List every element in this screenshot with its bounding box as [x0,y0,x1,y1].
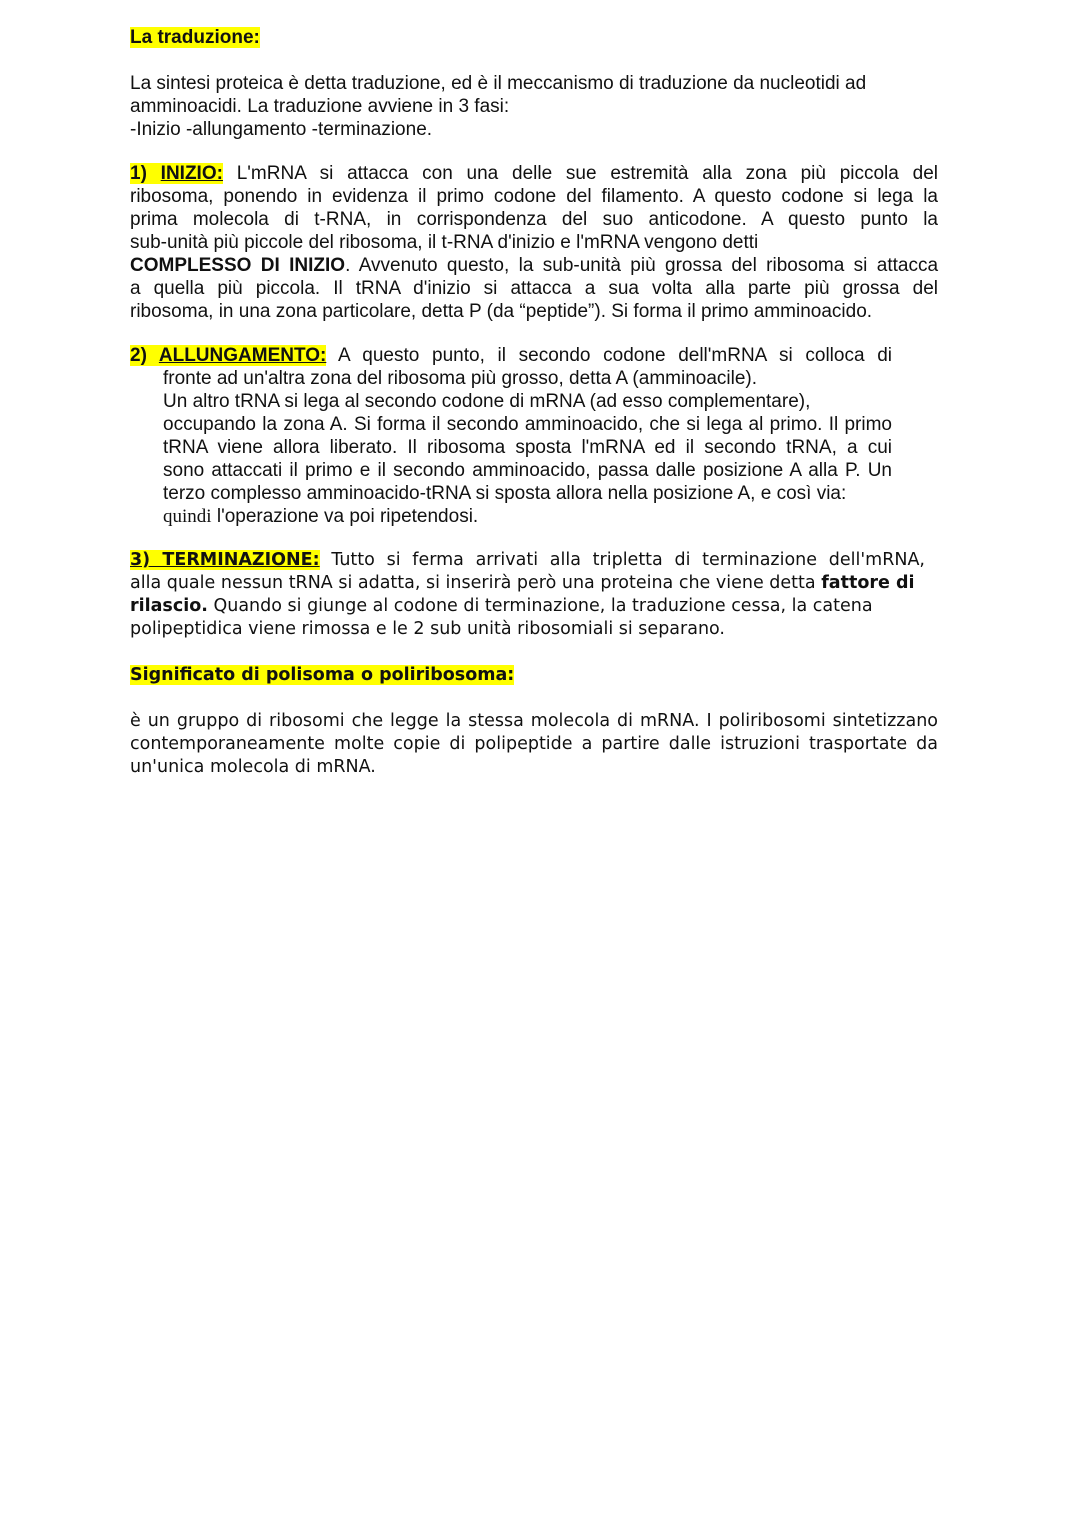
polisoma-heading: Significato di polisoma o poliribosoma: [130,665,515,685]
inizio-line [130,162,938,185]
complesso-bold: COMPLESSO DI INIZIO [130,255,346,276]
allungamento-line: fronte ad un'altra zona del ribosoma più grosso, detta A (amminoacile). [163,368,758,389]
inizio-text: . Avvenuto questo, la sub-unità più grossa del ribosoma si attacca [345,255,939,276]
inizio-text: L'mRNA si attacca con una delle sue estremità alla zona più piccola del [222,163,938,184]
inizio-line: sub-unità più piccole del ribosoma, il t-RNA d'inizio e l'mRNA vengono detti [130,232,759,253]
allungamento-text: l'operazione va poi ripetendosi. [211,506,479,527]
inizio-heading: INIZIO: [160,163,223,184]
terminazione-line: polipeptidica viene rimossa e le 2 sub unità ribosomiali si separano. [130,619,725,639]
fattore-bold: fattore di [821,573,915,593]
inizio-line: a quella più piccola. Il tRNA d'inizio si attacca a sua volta alla parte più grossa del [130,278,938,299]
inizio-line: prima molecola di t-RNA, in corrispondenza del suo anticodone. A questo punto la [130,209,938,230]
terminazione-line [130,549,925,572]
allungamento-line: terzo complesso amminoacido-tRNA si sposta allora nella posizione A, e così via: [163,483,847,504]
polisoma-line: è un gruppo di ribosomi che legge la stessa molecola di mRNA. I poliribosomi sintetizzano [130,711,938,731]
intro-paragraph [130,72,938,141]
terminazione-heading: 3) TERMINAZIONE: [130,550,320,570]
terminazione-text: Tutto si ferma arrivati alla tripletta di terminazione dell'mRNA, [319,550,925,570]
polisoma-heading-block [130,664,938,687]
allungamento-heading: ALLUNGAMENTO: [158,345,327,366]
allungamento-line: tRNA viene allora liberato. Il ribosoma sposta l'mRNA ed il secondo tRNA, a cui [163,437,892,458]
rilascio-bold: rilascio. [130,596,208,616]
allungamento-line: Un altro tRNA si lega al secondo codone di mRNA (ad esso complementare), [163,391,811,412]
terminazione-text: Quando si giunge al codone di terminazione, la traduzione cessa, la catena [207,596,873,616]
allungamento-line: sono attaccati il primo e il secondo amminoacido, passa dalle posizione A alla P. Un [163,460,892,481]
terminazione-line [130,595,925,618]
inizio-number: 1) [130,163,161,184]
polisoma-paragraph [130,710,938,779]
allungamento-line [130,505,892,528]
polisoma-line: un'unica molecola di mRNA. [130,757,376,777]
intro-line: -Inizio -allungamento -terminazione. [130,119,433,140]
allungamento-text: A questo punto, il secondo codone dell'mRNA si colloca di [326,345,892,366]
intro-line: La sintesi proteica è detta traduzione, ed è il meccanismo di traduzione da nucleotidi ad [130,73,867,94]
allungamento-line: occupando la zona A. Si forma il secondo amminoacido, che si lega al primo. Il primo [163,414,892,435]
title-highlight: La traduzione: [130,27,260,48]
inizio-line [130,254,938,277]
intro-line: amminoacidi. La traduzione avviene in 3 fasi: [130,96,510,117]
polisoma-line: contemporaneamente molte copie di polipeptide a partire dalle istruzioni trasportate da [130,734,938,754]
terminazione-line [130,572,925,595]
terminazione-text: alla quale nessun tRNA si adatta, si inserirà però una proteina che viene detta [130,573,822,593]
allungamento-number: 2) [130,345,159,366]
allungamento-paragraph [130,344,892,528]
terminazione-paragraph [130,549,925,641]
section-title [130,26,938,49]
inizio-line: ribosoma, ponendo in evidenza il primo codone del filamento. A questo codone si lega la [130,186,938,207]
allungamento-text: quindi [163,506,212,527]
allungamento-line [130,344,892,367]
inizio-line: ribosoma, in una zona particolare, detta P (da “peptide”). Si forma il primo amminoacido. [130,301,873,322]
inizio-paragraph [130,162,938,323]
